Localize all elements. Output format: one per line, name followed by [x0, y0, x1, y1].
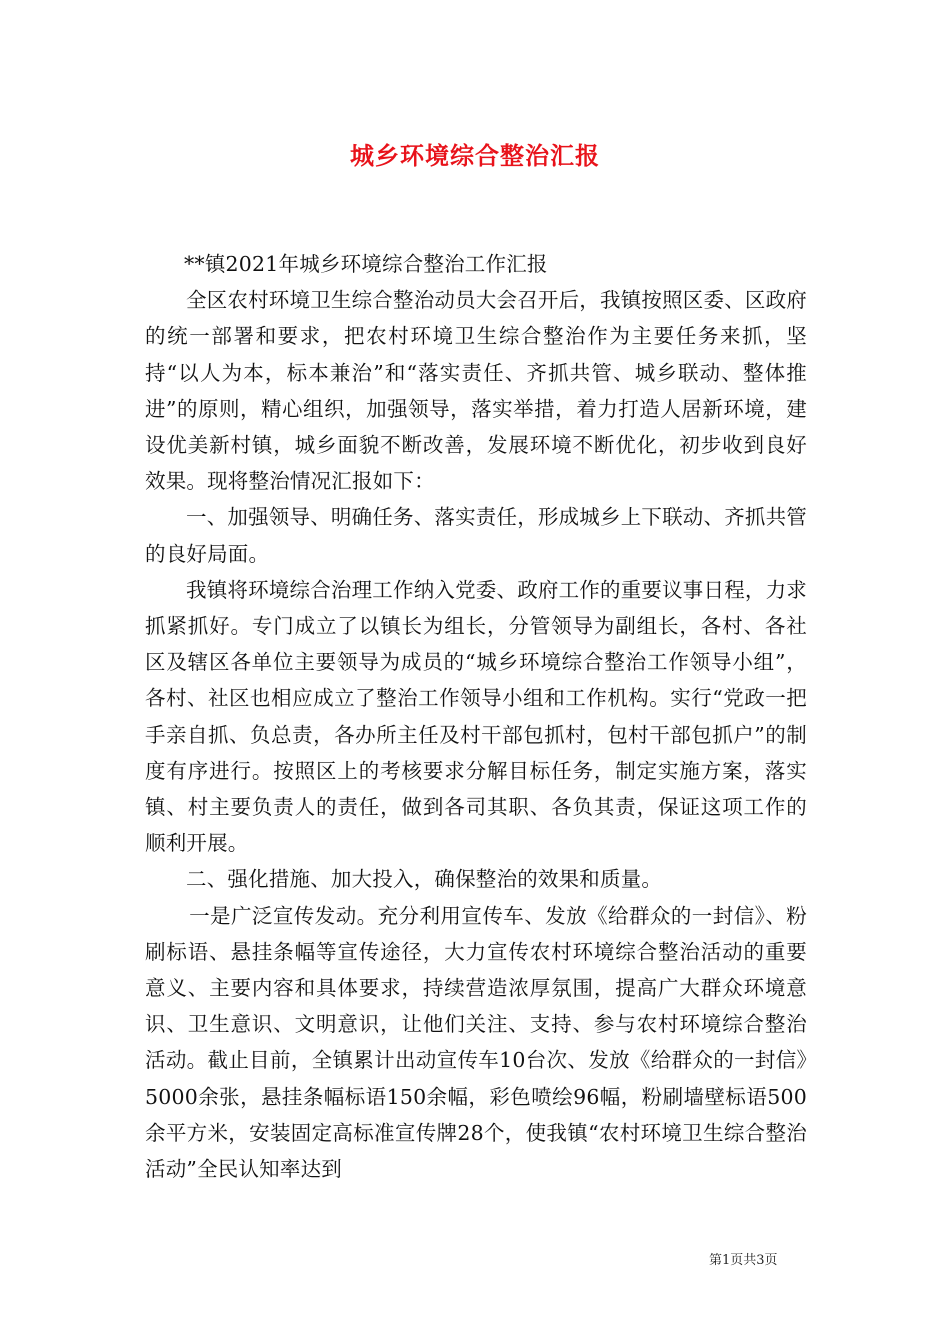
intro-paragraph: 全区农村环境卫生综合整治动员大会召开后，我镇按照区委、区政府的统一部署和要求，把农村环境卫生综合整治作为主要任务来抓，坚持“以人为本，标本兼治”和“落实责任、齐抓共管、城乡联动、整体推进”的原则，精心组织，加强领导，落实举措，着力打造人居新环境，建设优美新村镇，城乡面貌不断改善，发展环境不断优化，初步收到良好效果。现将整治情况汇报如下： — [145, 288, 807, 494]
section-heading-1: 一、加强领导、明确任务、落实责任，形成城乡上下联动、齐抓共管的良好局面。 — [145, 505, 807, 566]
section-heading-2: 二、强化措施、加大投入，确保整治的效果和质量。 — [186, 867, 663, 892]
document-body — [145, 246, 807, 1187]
section-2-paragraph: 一是广泛宣传发动。充分利用宣传车、发放《给群众的一封信》、粉刷标语、悬挂条幅等宣传途径，大力宣传农村环境综合整治活动的重要意义、主要内容和具体要求，持续营造浓厚氛围，提高广大群众环境意识、卫生意识、文明意识，让他们关注、支持、参与农村环境综合整治活动。截止目前，全镇累计出动宣传车10台次、发放《给群众的一封信》5000余张，悬挂条幅标语150余幅，彩色喷绘96幅，粉刷墙壁标语500余平方米，安装固定高标准宣传牌28个，使我镇“农村环境卫生综合整治活动”全民认知率达到 — [145, 903, 807, 1182]
document-title: 城乡环境综合整治汇报 — [350, 141, 600, 170]
section-1-paragraph: 我镇将环境综合治理工作纳入党委、政府工作的重要议事日程，力求抓紧抓好。专门成立了以镇长为组长，分管领导为副组长，各村、各社区及辖区各单位主要领导为成员的“城乡环境综合整治工作领导小组”，各村、社区也相应成立了整治工作领导小组和工作机构。实行“党政一把手亲自抓、负总责，各办所主任及村干部包抓村，包村干部包抓户”的制度有序进行。按照区上的考核要求分解目标任务，制定实施方案，落实镇、村主要负责人的责任，做到各司其职、各负其责，保证这项工作的顺利开展。 — [145, 577, 807, 856]
page-number: 第1页共3页 — [709, 1253, 778, 1268]
report-subtitle: **镇2021年城乡环境综合整治工作汇报 — [183, 252, 548, 276]
